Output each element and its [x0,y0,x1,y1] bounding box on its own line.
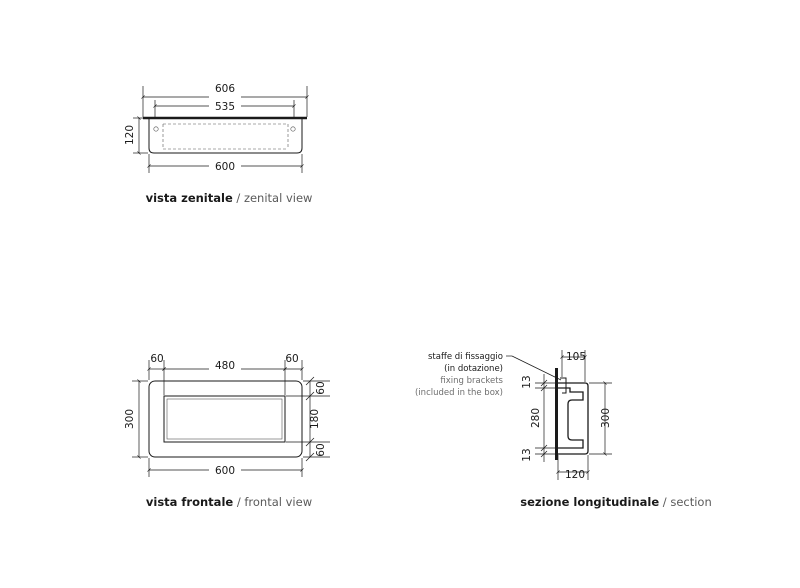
zenital-dim-depth: 120 [124,124,136,146]
section-caption: sezione longitudinale / section [520,495,712,509]
section-note-leader [512,356,561,380]
section-fixing-bracket [560,378,566,393]
frontal-caption: vista frontale / frontal view [145,495,313,509]
section-dim-13-top: 13 [521,375,533,389]
frontal-dim-left-60: 60 [150,353,164,365]
frontal-niche-inner [167,399,282,439]
frontal-dim-bottom: 600 [214,465,236,477]
section-dim-105: 105 [565,351,587,363]
section-view [415,350,712,509]
frontal-dim-right-top-60: 60 [315,381,327,395]
section-dim-300: 300 [600,407,612,429]
frontal-view [124,353,330,509]
frontal-outer-frame [149,381,302,457]
section-dim-120: 120 [564,469,586,481]
zenital-dim-bottom: 600 [214,161,236,173]
zenital-fixing-hole-right [291,127,295,131]
zenital-caption: vista zenitale / zenital view [145,191,313,205]
section-note-it-line2: (in dotazione) [444,364,503,374]
section-inner-profile [558,388,583,448]
zenital-dim-overall: 606 [214,83,236,95]
zenital-fixing-hole-left [154,127,158,131]
section-note-it-line1: staffe di fissaggio [428,352,503,362]
section-wall-plate [555,368,558,460]
frontal-niche-opening [164,396,285,442]
frontal-dim-right-60: 60 [285,353,299,365]
frontal-dim-height: 300 [124,408,136,430]
frontal-dim-right-180: 180 [309,408,321,430]
section-note-en-line2: (included in the box) [415,388,503,398]
frontal-dim-right-bottom-60: 60 [315,443,327,457]
section-dim-13-bottom: 13 [521,448,533,462]
frontal-dim-480: 480 [214,360,236,372]
section-note-en-line1: fixing brackets [440,376,503,386]
zenital-dim-inner: 535 [214,101,236,113]
section-dim-280: 280 [530,407,542,429]
zenital-view [124,83,312,205]
